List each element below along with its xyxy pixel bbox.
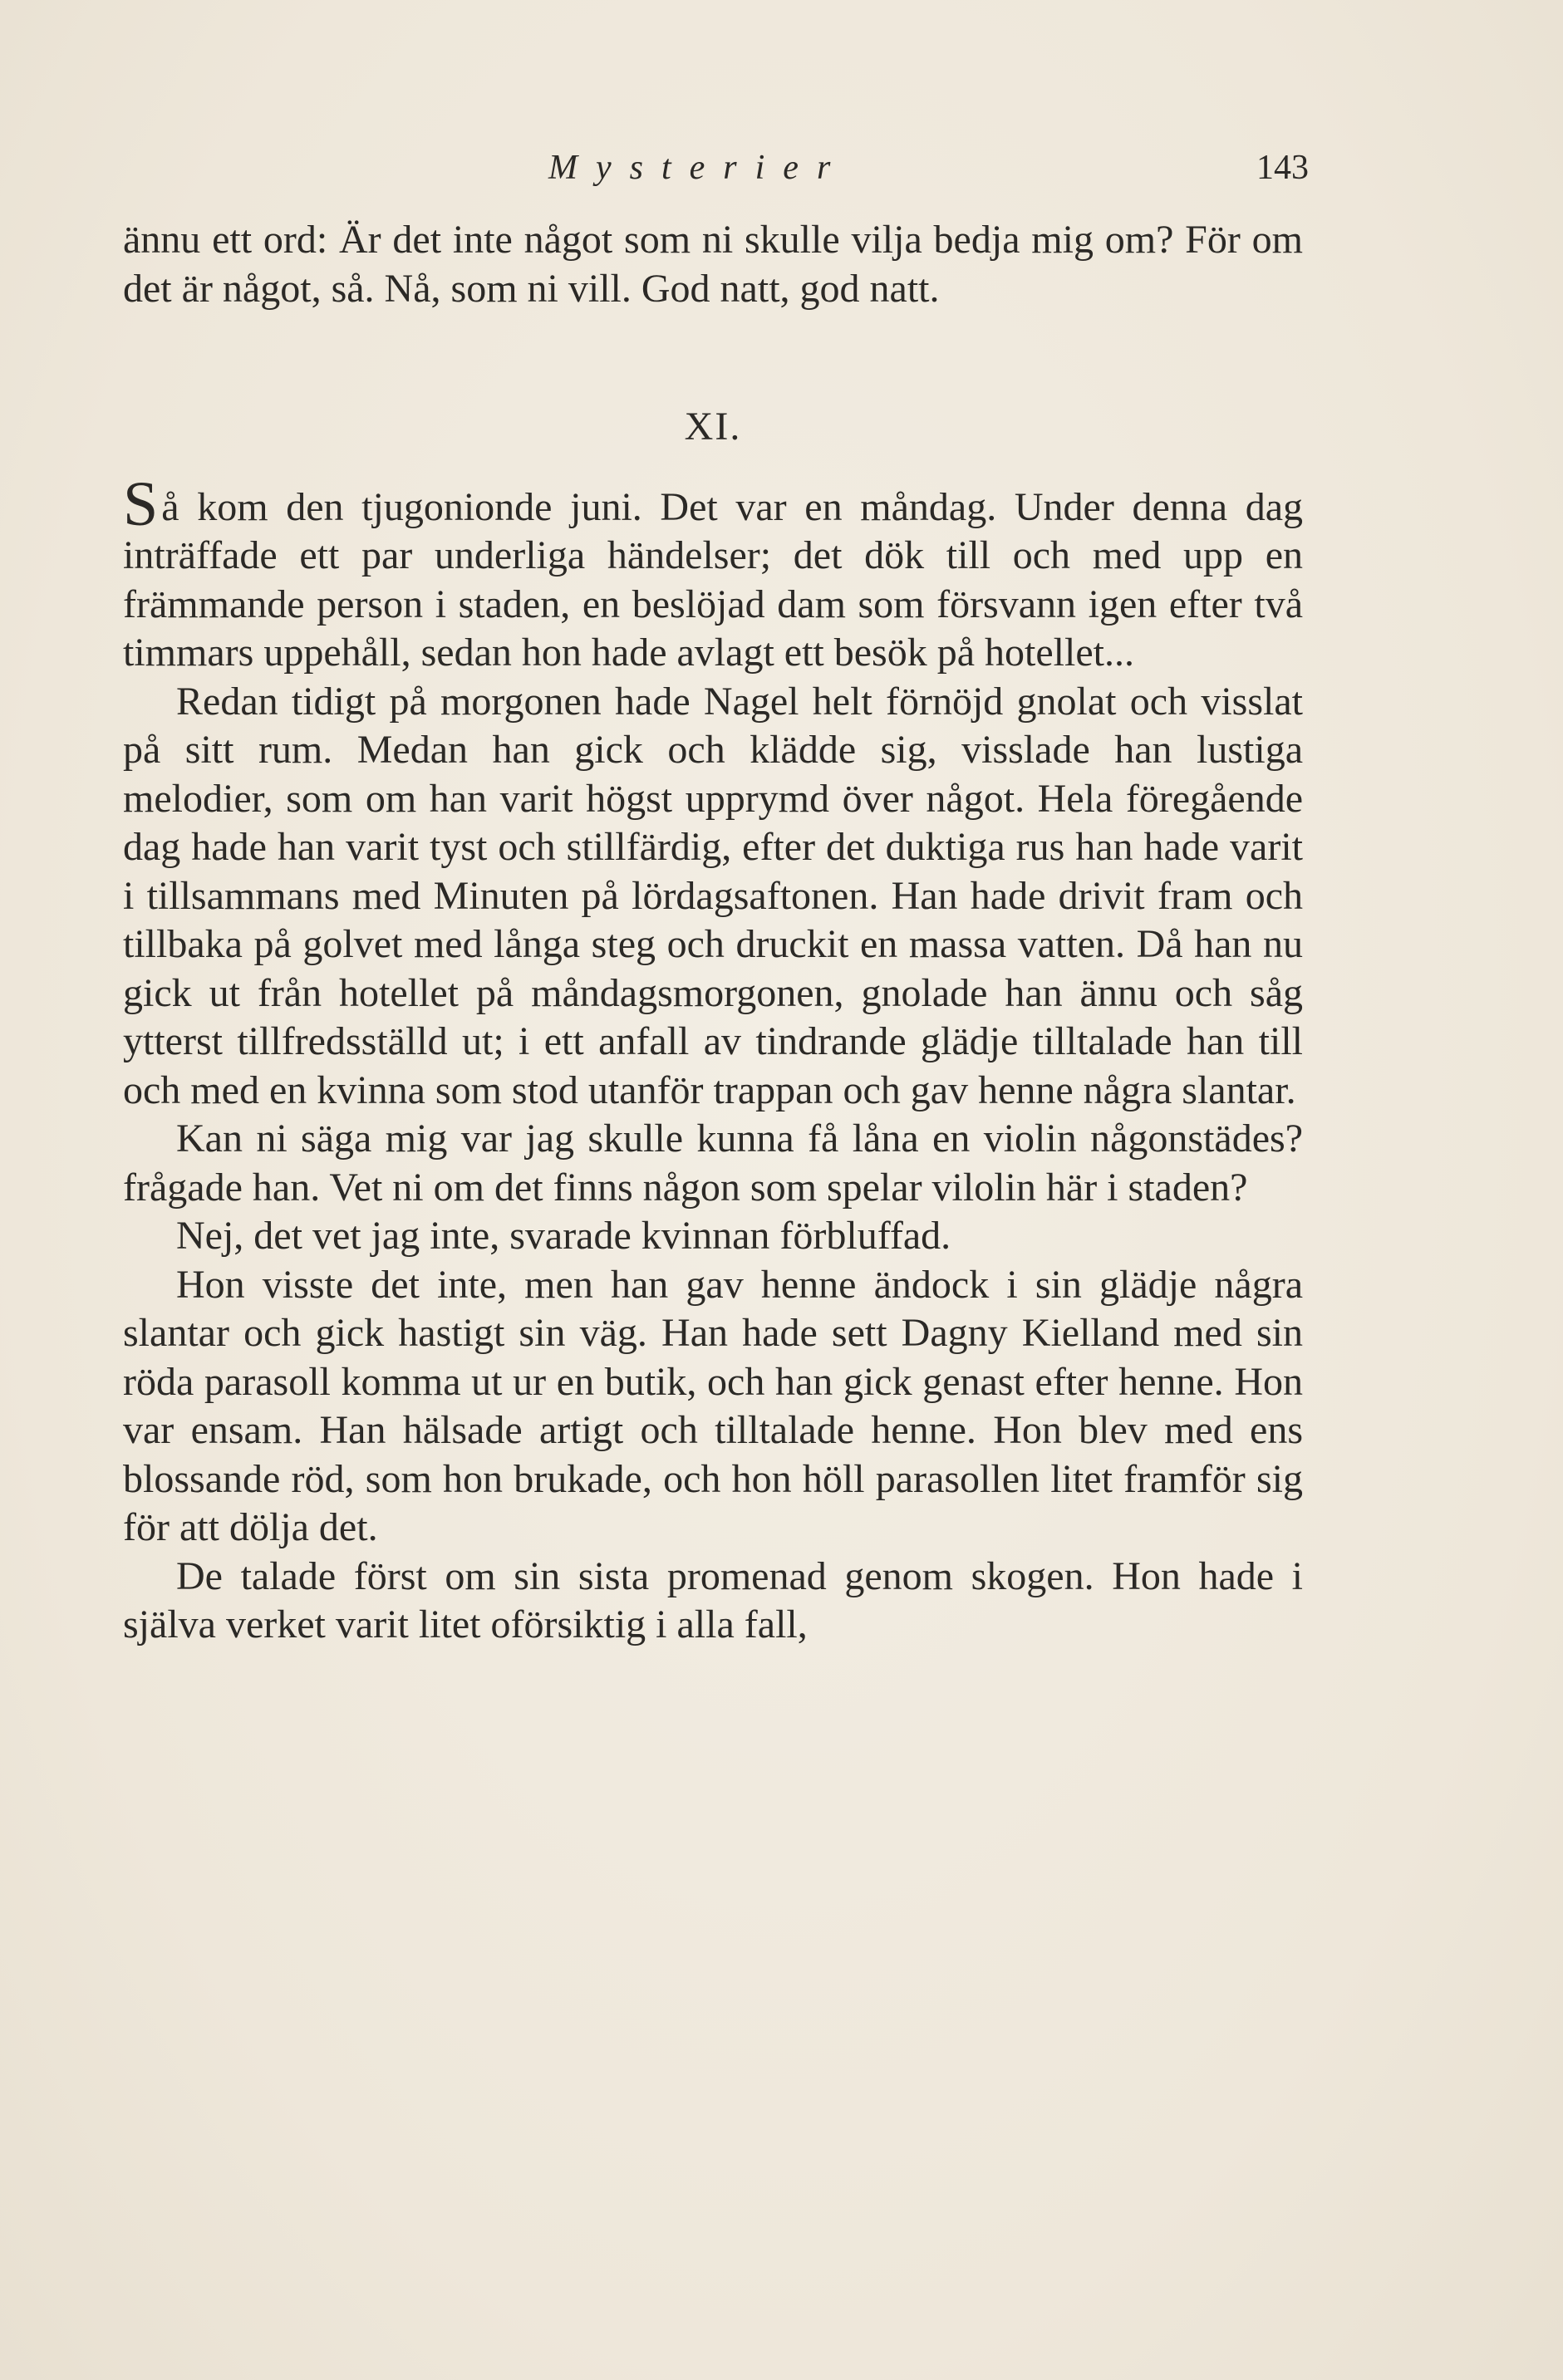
page-number: 143 xyxy=(1256,149,1309,187)
drop-cap: S xyxy=(123,469,159,539)
paragraph: Kan ni säga mig var jag skulle kunna få låna en violin någonstädes? frågade han. Vet ni om det finns någon som spelar vilolin här i staden? xyxy=(123,1116,1303,1210)
chapter-heading: XI. xyxy=(684,405,742,449)
running-head xyxy=(0,148,1563,198)
chapter-opening-paragraph xyxy=(123,469,1303,678)
paragraph: Hon visste det inte, men han gav henne ändock i sin glädje några slantar och gick hastigt sin väg. Han hade sett Dagny Kielland med sin röda parasoll komma ut ur en butik, och han gick genast efter henne. Hon var ensam. Han hälsade artigt och tilltalade henne. Hon blev med ens blossande röd, som hon brukade, och hon höll parasollen litet framför sig för att dölja det. xyxy=(123,1262,1303,1549)
paragraph: De talade först om sin sista promenad genom skogen. Hon hade i själva verket varit litet oförsiktig i alla fall, xyxy=(123,1553,1303,1646)
body-text xyxy=(123,216,1303,1650)
running-title: Mysterier xyxy=(548,149,849,187)
paragraph: Redan tidigt på morgonen hade Nagel helt förnöjd gnolat och visslat på sitt rum. Medan han gick och klädde sig, visslade han lustiga melodier, som om han varit högst upprymd över något. Hela föregående dag hade han varit tyst och stillfärdig, efter det duktiga rus han hade varit i tillsammans med Minuten på lördagsaftonen. Han hade drivit fram och tillbaka på golvet med långa steg och druckit en massa vatten. Då han nu gick ut från hotellet på måndagsmorgonen, gnolade han ännu och såg ytterst tillfredsställd ut; i ett anfall av tindrande glädje tilltalade han till och med en kvinna som stod utanför trappan och gav henne några slantar. xyxy=(123,679,1303,1112)
paragraph: Nej, det vet jag inte, svarade kvinnan förbluffad. xyxy=(176,1214,951,1258)
chapter-opening-text: å kom den tjugonionde juni. Det var en måndag. Under denna dag inträffade ett par underliga händelser; det dök till och med upp en främmande person i staden, en beslöjad dam som försvann igen efter två timmars uppehåll, sedan hon hade avlagt ett besök på hotellet... xyxy=(123,484,1303,675)
paragraph-continued: ännu ett ord: Är det inte något som ni skulle vilja bedja mig om? För om det är något, så. Nå, som ni vill. God natt, god natt. xyxy=(123,218,1303,311)
